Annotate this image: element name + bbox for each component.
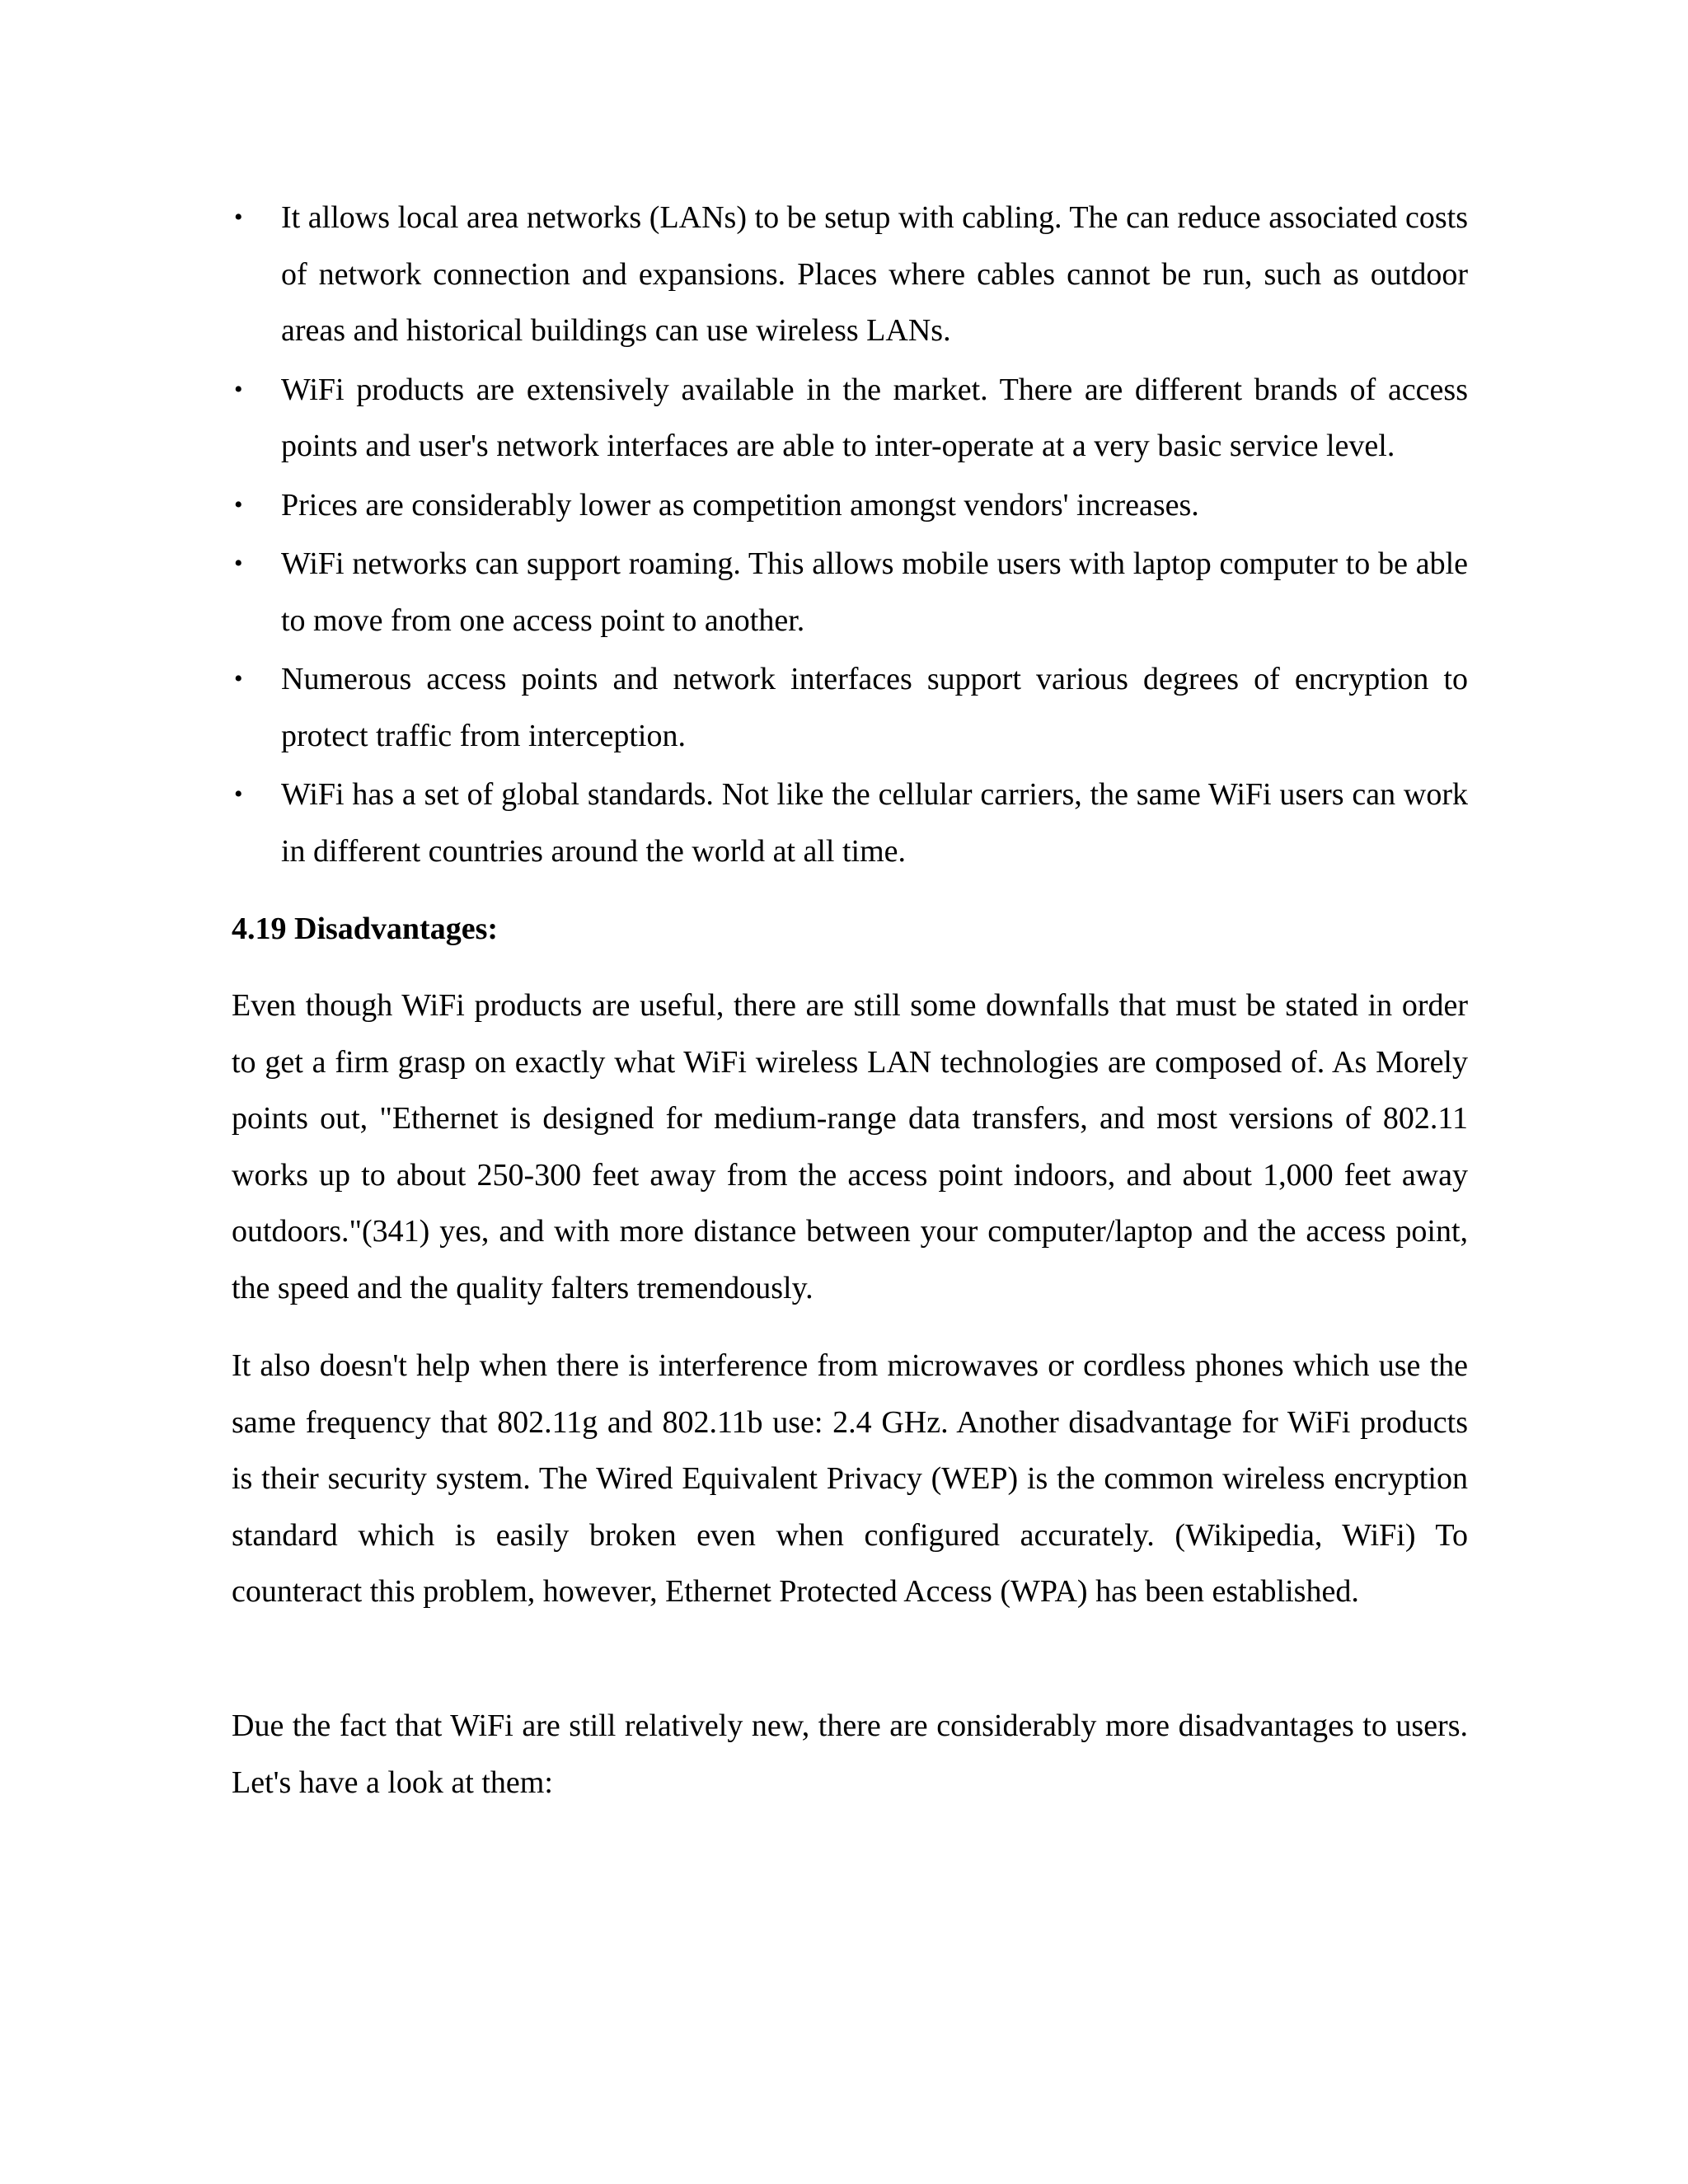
list-item [232, 766, 1468, 879]
bullet-icon: • [234, 780, 243, 808]
list-item-text: WiFi products are extensively available in the market. There are different brands of access points and user's network interfaces are able to inter-operate at a very basic service level. [281, 372, 1468, 463]
bullet-icon: • [234, 550, 243, 577]
advantages-bullet-list [232, 190, 1468, 882]
list-item [232, 651, 1468, 764]
list-item-text: It allows local area networks (LANs) to be setup with cabling. The can reduce associated costs of network connection and expansions. Places where cables cannot be run, such as outdoor areas and historical buildings can use wireless LANs. [281, 200, 1468, 348]
bullet-icon: • [234, 490, 243, 518]
list-item-text: WiFi networks can support roaming. This allows mobile users with laptop computer to be able to move from one access point to another. [281, 546, 1468, 638]
body-paragraph: Due the fact that WiFi are still relatively new, there are considerably more disadvantages to users. Let's have a look at them: [232, 1708, 1468, 1800]
list-item [232, 477, 1468, 534]
body-paragraph: Even though WiFi products are useful, there are still some downfalls that must be stated in order to get a firm grasp on exactly what WiFi wireless LAN technologies are composed of. As Morely points out, "Ethernet is designed for medium-range data transfers, and most versions of 802.11 works up to about 250-300 feet away from the access point indoors, and about 1,000 feet away outdoors."(341) yes, and with more distance between your computer/laptop and the access point, the speed and the quality falters tremendously. [232, 988, 1468, 1305]
section-heading: 4.19 Disadvantages: [232, 912, 499, 946]
list-item [232, 190, 1468, 359]
list-item [232, 536, 1468, 649]
body-paragraph: It also doesn't help when there is interference from microwaves or cordless phones which use the same frequency that 802.11g and 802.11b use: 2.4 GHz. Another disadvantage for WiFi products is their security system. The Wired Equivalent Privacy (WEP) is the common wireless encryption standard which is easily broken even when configured accurately. (Wikipedia, WiFi) To counteract this problem, however, Ethernet Protected Access (WPA) has been established. [232, 1348, 1468, 1610]
bullet-icon: • [234, 204, 243, 231]
list-item [232, 362, 1468, 475]
list-item-text: WiFi has a set of global standards. Not like the cellular carriers, the same WiFi users can work in different countries around the world at all time. [281, 777, 1468, 869]
bullet-icon: • [234, 375, 243, 403]
list-item-text: Numerous access points and network interfaces support various degrees of encryption to protect traffic from interception. [281, 662, 1468, 753]
bullet-icon: • [234, 665, 243, 692]
list-item-text: Prices are considerably lower as competition amongst vendors' increases. [281, 487, 1199, 523]
